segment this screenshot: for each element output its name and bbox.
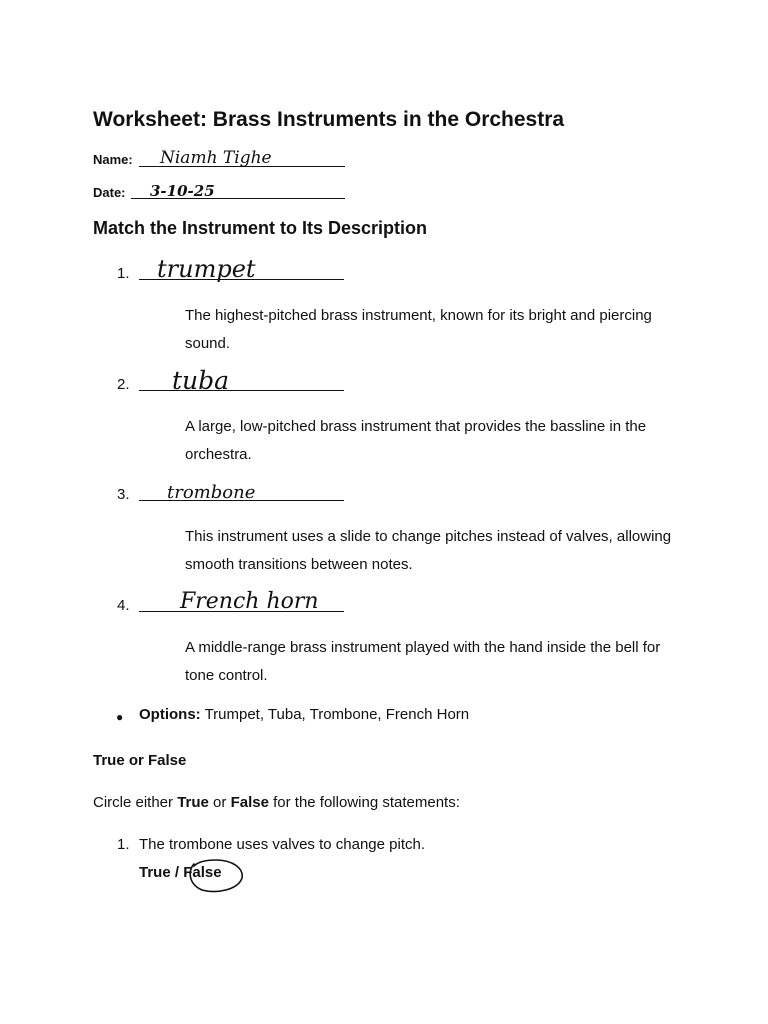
options-text <box>139 706 469 723</box>
item-number: 4. <box>117 597 130 614</box>
item-number: 2. <box>117 376 130 393</box>
true-false-instructions <box>93 794 460 811</box>
options-label: Options: <box>139 706 201 723</box>
choice-false: False <box>183 864 222 881</box>
item-number: 1. <box>117 265 130 282</box>
true-false-heading: True or False <box>93 752 187 769</box>
item-description: A large, low-pitched brass instrument that provides the bassline in the orchestra. <box>185 418 647 463</box>
date-label: Date: <box>93 185 126 200</box>
item-description: This instrument uses a slide to change pitches instead of valves, allowing smooth transitions between notes. <box>185 528 672 573</box>
answer-line <box>139 390 344 391</box>
bullet-icon: ● <box>116 710 124 724</box>
item-description: A middle-range brass instrument played with the hand inside the bell for tone control. <box>185 639 661 684</box>
instructions-suffix: for the following statements: <box>268 794 460 811</box>
options-values: Trumpet, Tuba, Trombone, French Horn <box>204 706 470 723</box>
instructions-prefix: Circle either <box>93 794 178 811</box>
name-label: Name: <box>93 152 133 167</box>
choice-separator: / <box>170 864 184 881</box>
question-text: The trombone uses valves to change pitch. <box>139 836 425 853</box>
name-handwriting: Niamh Tighe <box>160 148 272 168</box>
question-number: 1. <box>117 836 130 853</box>
page-title: Worksheet: Brass Instruments in the Orchestra <box>93 108 565 131</box>
handwritten-circle-icon <box>186 856 246 896</box>
answer-handwriting: tuba <box>172 366 230 395</box>
instructions-true: True <box>177 794 209 811</box>
instructions-or: or <box>208 794 231 811</box>
choice-true: True <box>139 864 171 881</box>
date-handwriting: 3-10-25 <box>150 182 215 200</box>
item-description: The highest-pitched brass instrument, known for its bright and piercing sound. <box>185 307 652 352</box>
item-number: 3. <box>117 486 130 503</box>
answer-handwriting: trumpet <box>157 255 256 283</box>
answer-handwriting: trombone <box>167 482 256 503</box>
answer-handwriting: French horn <box>180 589 319 614</box>
instructions-false: False <box>230 794 269 811</box>
matching-heading: Match the Instrument to Its Description <box>93 218 428 238</box>
